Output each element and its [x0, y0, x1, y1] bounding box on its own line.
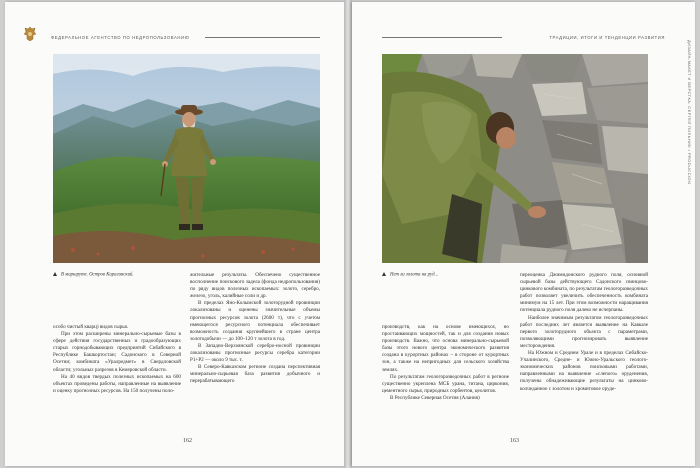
text-column-2	[190, 272, 320, 386]
page-number: 163	[510, 438, 519, 444]
triangle-icon	[382, 272, 386, 276]
paragraph: жительные результаты. Обеспечено существенное восполнение поискового задела (фонда недропользования) по ряду видов полезных ископаемых: золото, серебро, железо, уголь, калийные соли и др.	[190, 272, 320, 300]
photo-geologist-mountain	[53, 54, 320, 263]
paragraph: По результатам геологоразведочных работ в регионе существенно укреплена МСБ урана, титана, циркония, цементного сырья, природных сорбентов, цеолитов.	[382, 373, 509, 394]
paragraph: На 40 видов твердых полезных ископаемых на 600 объектах проведены работы, направленные на выявление и оценку прогнозных ресурсов. На 150 получены поло-	[53, 373, 181, 394]
page-number: 162	[183, 438, 192, 444]
photo-caption	[53, 272, 134, 278]
paragraph: В Республике Северная Осетия (Алания)	[390, 394, 480, 401]
left-page	[5, 2, 344, 466]
caption-text: В маршруте. Остров Карагинский.	[61, 272, 134, 278]
paragraph: производств, как на основе имеющихся, но простаивающих мощностей, так и для создания новых производств. Важно, что основа минерально-сырьевой базы этого нового центра экономического развития создана в курортных районах – в стороне от курортных зон, а также на непригодных для сельского хозяйства землях.	[382, 324, 509, 373]
photo-caption	[382, 272, 438, 278]
paragraph: В Северо-Кавказском регионе создана перспективная минерально-сырьевая база развития добычного и перерабатывающего	[190, 364, 320, 385]
paragraph: При этом расширены минерально-сырьевые базы в сфере действия государственных и градообразующих старых горнодобывающих предприятий Сибайского в Республике Башкортостан; Садонского в Северной Осетии; комбината «Уралредмет» в Свердловской области; угольных разрезов в Кемеровской области.	[53, 331, 181, 373]
text-column-2	[520, 272, 648, 393]
paragraph: особо чистый кварц) видов сырья.	[53, 324, 129, 330]
paragraph: переоценка Джимидонского рудного поля, основной сырьевой базы действующего Садонского свинцово-цинкового комбината, по результатам геологоразведочных работ позволяет увеличить обеспеченность комбината минимум на 15 лет. При этом возможности наращивания потенциала рудного поля далеко не исчерпаны.	[520, 272, 648, 314]
book-gutter	[344, 0, 352, 468]
text-column-1	[53, 324, 181, 395]
paragraph: В Западно-Верхоянской серебро-носной провинции локализованы прогнозные ресурсы серебра категории Р1+Р2 — около 9 тыс. т.	[190, 342, 320, 364]
caption-text: Нет ли золота на руд...	[390, 272, 439, 278]
header-rule	[382, 37, 502, 38]
running-header: ФЕДЕРАЛЬНОЕ АГЕНТСТВО ПО НЕДРОПОЛЬЗОВАНИЮ	[51, 35, 190, 40]
right-page	[352, 2, 695, 466]
triangle-icon	[53, 272, 57, 276]
paragraph: В пределах Яно-Колымской золоторудной провинции локализованы и оценены значительные объемы прогнозных ресурсов золота (2600 т), что с учетом имеющегося ресурсного потенциала обеспечивает возможность создания крупнейшего в стране центра золотодобычи — до 100–120 т золота в год.	[190, 300, 320, 342]
header-rule	[205, 37, 320, 38]
text-column-1	[382, 324, 509, 402]
paragraph: На Южном и Среднем Урале и в пределах Сибайско-Учалинского, Средне- и Южно-Уральского геолого-экономических районов поисковыми работами, направленными на выявление «слепого» оруденения, получены обнадеживающие результаты на цинково-колчеданное с золотом и хромитовое оруде-	[520, 350, 648, 392]
design-credit: ДИЗАЙН-МАКЕТ И ВЕРСТКА: СЕРГЕЙ ПИЛЬНИК • PRODUCCION	[687, 40, 692, 185]
emblem-icon	[23, 26, 37, 42]
paragraph: Наиболее значимым результатом геологоразведочных работ последних лет является выявление на Кавказе первого золоторудного объекта с параметрами, позволяющими прогнозировать выявление месторождения.	[520, 314, 648, 349]
running-header: ТРАДИЦИИ, ИТОГИ И ТЕНДЕНЦИИ РАЗВИТИЯ	[549, 35, 665, 40]
photo-geologist-rocks	[382, 54, 648, 263]
